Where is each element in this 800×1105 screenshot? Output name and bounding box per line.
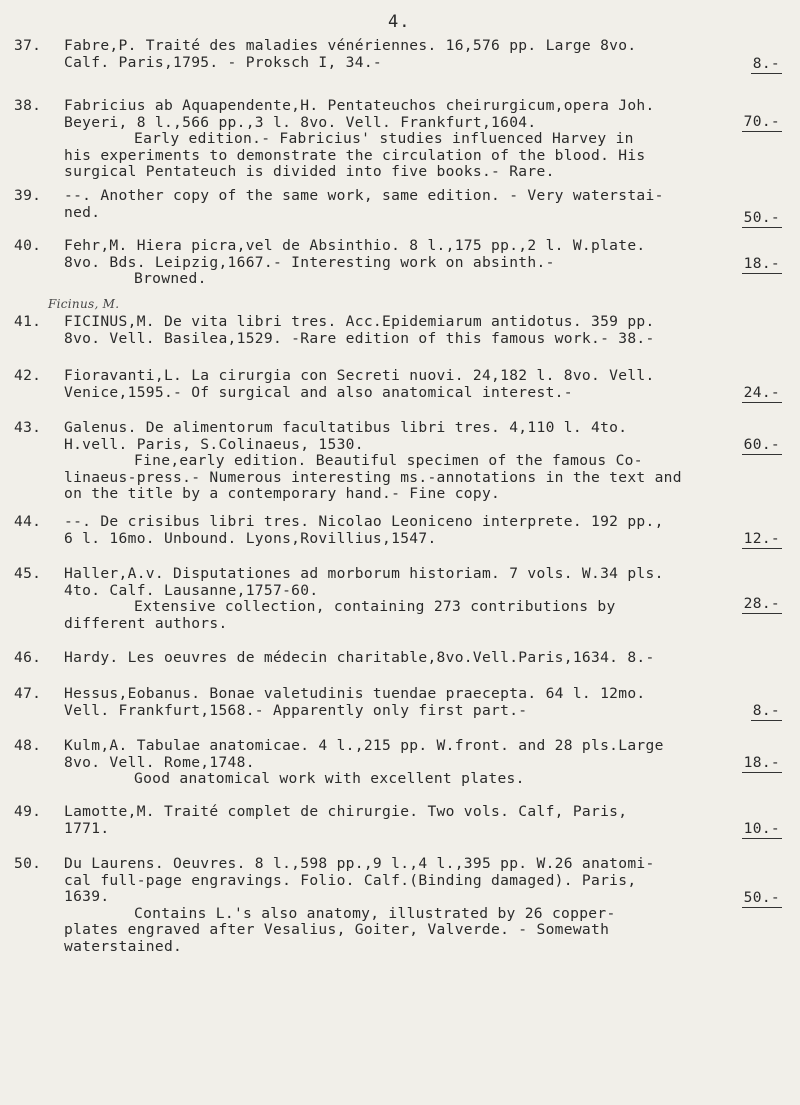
entry-price: 60.- (743, 436, 780, 453)
entry-line: Fehr,M. Hiera picra,vel de Absinthio. 8 l.,175 pp.,2 l. W.plate. (64, 237, 646, 254)
entry-line: Extensive collection, containing 273 contributions by (134, 598, 616, 615)
entry-line: Lamotte,M. Traité complet de chirurgie. Two vols. Calf, Paris, (64, 803, 628, 820)
entry-price: 24.- (743, 384, 780, 401)
entry-line: Haller,A.v. Disputationes ad morborum historiam. 7 vols. W.34 pls. (64, 565, 664, 582)
entry-number: 50. (14, 855, 42, 872)
entry-number: 47. (14, 685, 42, 702)
catalogue-entry (14, 566, 788, 632)
entry-price: 8.- (752, 55, 780, 72)
entry-line: Beyeri, 8 l.,566 pp.,3 l. 8vo. Vell. Frankfurt,1604. (64, 113, 537, 131)
entry-line: Browned. (134, 270, 207, 287)
entry-price: 12.- (743, 530, 780, 547)
entry-number: 46. (14, 649, 42, 666)
entry-price: 8.- (752, 702, 780, 719)
entry-line: ned. (64, 203, 101, 221)
catalogue-entry (14, 856, 788, 955)
entry-number: 45. (14, 565, 42, 582)
entry-price: 50.- (743, 209, 780, 226)
catalogue-entry (14, 187, 788, 226)
entry-price: 50.- (743, 889, 780, 906)
catalogue-entry (14, 804, 788, 837)
entry-price: 10.- (743, 820, 780, 837)
page-number: 4. (388, 12, 411, 32)
entry-line: H.vell. Paris, S.Colinaeus, 1530. (64, 435, 364, 453)
entry-line: linaeus-press.- Numerous interesting ms.-annotations in the text and (64, 468, 682, 486)
catalogue-entry (14, 368, 788, 401)
entry-line: --. Another copy of the same work, same edition. - Very waterstai- (64, 187, 664, 204)
catalogue-entry (14, 738, 788, 788)
entry-line: Hessus,Eobanus. Bonae valetudinis tuendae praecepta. 64 l. 12mo. (64, 685, 646, 702)
entry-price: 70.- (743, 113, 780, 130)
entry-line: 8vo. Vell. Rome,1748. (64, 753, 255, 771)
entry-number: 44. (14, 513, 42, 530)
entry-line: different authors. (64, 614, 228, 632)
entry-line: surgical Pentateuch is divided into five books.- Rare. (64, 163, 555, 180)
entry-number: 49. (14, 803, 42, 820)
entry-line: Good anatomical work with excellent plates. (134, 770, 525, 787)
catalogue-entry (14, 514, 788, 547)
entry-line: Hardy. Les oeuvres de médecin charitable,8vo.Vell.Paris,1634. 8.- (64, 649, 655, 666)
entry-line: Du Laurens. Oeuvres. 8 l.,598 pp.,9 l.,4 l.,395 pp. W.26 anatomi- (64, 855, 655, 872)
catalogue-entry (14, 238, 788, 288)
entry-price: 18.- (743, 255, 780, 272)
entry-line: Contains L.'s also anatomy, illustrated by 26 copper- (134, 904, 616, 922)
catalogue-entry (14, 686, 788, 719)
entry-line: on the title by a contemporary hand.- Fine copy. (64, 485, 501, 502)
catalogue-entry (14, 98, 788, 181)
entry-line: waterstained. (64, 937, 183, 955)
entry-number: 37. (14, 37, 42, 54)
entry-number: 38. (14, 97, 42, 114)
entry-line: Fioravanti,L. La cirurgia con Secreti nuovi. 24,182 l. 8vo. Vell. (64, 367, 655, 384)
entry-number: 43. (14, 419, 42, 436)
entry-line: 8vo. Vell. Basilea,1529. -Rare edition of this famous work.- 38.- (64, 329, 655, 347)
entry-line: 6 l. 16mo. Unbound. Lyons,Rovillius,1547. (64, 529, 437, 547)
entry-number: 41. (14, 313, 42, 330)
entry-line: 4to. Calf. Lausanne,1757-60. (64, 581, 319, 599)
entry-line: plates engraved after Vesalius, Goiter, Valverde. - Somewath (64, 921, 610, 938)
handwritten-note: Ficinus, M. (48, 297, 120, 311)
entry-price: 18.- (743, 754, 780, 771)
catalogue-entry (14, 420, 788, 503)
entry-number: 39. (14, 187, 42, 204)
entry-line: his experiments to demonstrate the circulation of the blood. His (64, 146, 646, 164)
entry-line: Venice,1595.- Of surgical and also anatomical interest.- (64, 383, 573, 401)
entry-line: FICINUS,M. De vita libri tres. Acc.Epidemiarum antidotus. 359 pp. (64, 313, 655, 330)
entry-line: Vell. Frankfurt,1568.- Apparently only first part.- (64, 701, 528, 719)
catalogue-entry (14, 38, 788, 71)
catalogue-entry (14, 650, 788, 667)
catalogue-entry (14, 297, 788, 347)
entry-number: 40. (14, 237, 42, 254)
entry-line: --. De crisibus libri tres. Nicolao Leoniceno interprete. 192 pp., (64, 513, 664, 530)
entry-line: 1639. (64, 888, 110, 905)
entry-line: Fabre,P. Traité des maladies vénériennes. 16,576 pp. Large 8vo. (64, 37, 637, 54)
entry-line: cal full-page engravings. Folio. Calf.(Binding damaged). Paris, (64, 871, 637, 889)
entry-price: 28.- (743, 595, 780, 612)
entry-line: Calf. Paris,1795. - Proksch I, 34.- (64, 53, 383, 71)
entry-number: 48. (14, 737, 42, 754)
entry-line: 8vo. Bds. Leipzig,1667.- Interesting work on absinth.- (64, 253, 555, 271)
entry-line: Kulm,A. Tabulae anatomicae. 4 l.,215 pp. W.front. and 28 pls.Large (64, 737, 664, 754)
entry-line: Fine,early edition. Beautiful specimen of the famous Co- (134, 452, 643, 469)
entry-line: 1771. (64, 819, 110, 837)
entry-number: 42. (14, 367, 42, 384)
entry-line: Galenus. De alimentorum facultatibus libri tres. 4,110 l. 4to. (64, 419, 628, 436)
entry-line: Early edition.- Fabricius' studies influenced Harvey in (134, 130, 634, 147)
entry-line: Fabricius ab Aquapendente,H. Pentateuchos cheirurgicum,opera Joh. (64, 97, 655, 114)
